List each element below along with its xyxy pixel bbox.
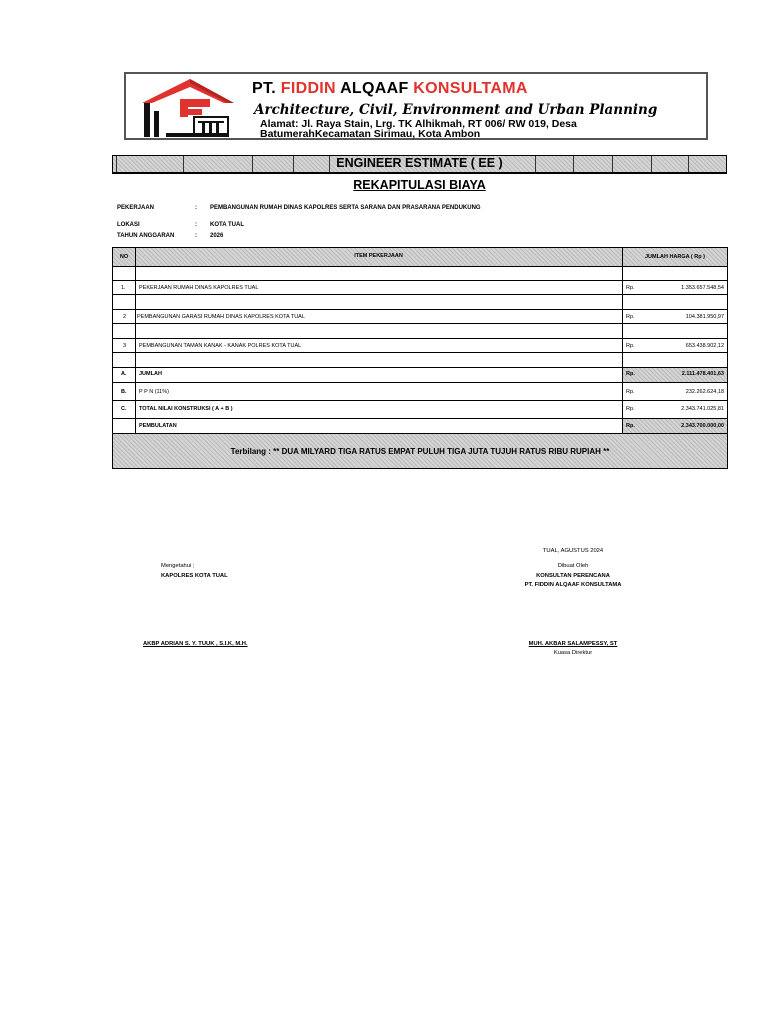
company-name: PT. FIDDIN ALQAAF KONSULTAMA [252,80,528,97]
header-harga: JUMLAH HARGA ( Rp ) [645,254,705,260]
summary-b-no: B. [121,389,127,395]
sign-right-role: KONSULTAN PERENCANA [536,573,610,579]
row-3-no: 3 [123,343,127,349]
summary-b-value: 232.262.624,18 [685,389,724,395]
row-1-no: 1. [121,285,126,291]
pembulatan-value: 2.343.700.000,00 [681,423,724,429]
sign-left-name: AKBP ADRIAN S. Y. TUUK , S.I.K, M.H. [143,641,248,647]
sign-right-company: PT. FIDDIN ALQAAF KONSULTAMA [524,582,622,588]
row-1-value: 1.353.657.548,54 [681,285,724,291]
summary-b-item: P P N (11%) [139,389,169,395]
summary-b-cur: Rp. [626,389,635,395]
tahun-sep: : [195,233,197,239]
document-subtitle: REKAPITULASI BIAYA [353,178,486,192]
summary-a-item: JUMLAH [139,371,162,377]
pekerjaan-sep: : [195,205,197,211]
row-2-item: PEMBANGUNAN GARASI RUMAH DINAS KAPOLRES KOTA TUAL [137,314,305,320]
summary-c-item: TOTAL NILAI KONSTRUKSI ( A + B ) [139,406,233,412]
company-tagline: Architecture, Civil, Environment and Urban Planning [254,102,658,118]
tahun-label: TAHUN ANGGARAN [117,233,175,239]
sign-right-date: TUAL, AGUSTUS 2024 [542,548,604,554]
pekerjaan-label: PEKERJAAN [117,205,155,211]
row-1-cur: Rp. [626,285,635,291]
row-2-cur: Rp. [626,314,635,320]
pekerjaan-value: PEMBANGUNAN RUMAH DINAS KAPOLRES SERTA SARANA DAN PRASARANA PENDUKUNG [210,205,481,211]
company-address: Alamat: Jl. Raya Stain, Lrg. TK Alhikmah, RT 006/ RW 019, Desa BatumerahKecamatan Sirimau, Kota Ambon [260,118,577,140]
row-3-item: PEMBANGUNAN TAMAN KANAK - KANAK POLRES KOTA TUAL [139,343,302,349]
sign-right-label: Dibuat Oleh [557,563,589,569]
header-no: NO [119,254,129,260]
lokasi-label: LOKASI [117,222,140,228]
row-1-item: PEKERJAAN RUMAH DINAS KAPOLRES TUAL [139,285,259,291]
terbilang-text: Terbilang : ** DUA MILYARD TIGA RATUS EMPAT PULUH TIGA JUTA TUJUH RATUS RIBU RUPIAH ** [230,447,610,456]
letterhead [124,72,708,140]
pembulatan-cur: Rp. [626,423,635,429]
row-2-value: 104.381.950,97 [685,314,724,320]
cost-table [112,247,728,469]
summary-a-cur: Rp. [626,371,635,377]
tahun-value: 2026 [210,233,224,239]
sign-left-label: Mengetahui ; [161,563,195,569]
document-title: ENGINEER ESTIMATE ( EE ) [336,156,503,170]
title-divider [112,173,727,174]
company-logo-icon [136,77,234,137]
summary-c-value: 2.343.741.025,81 [681,406,724,412]
lokasi-value: KOTA TUAL [210,222,244,228]
lokasi-sep: : [195,222,197,228]
sign-right-name: MUH. AKBAR SALAMPESSY, ST [528,641,618,647]
summary-a-value: 2.111.478.401,63 [681,371,724,377]
row-2-no: 2 [123,314,127,320]
row-3-value: 653.438.902,12 [685,343,724,349]
summary-c-cur: Rp. [626,406,635,412]
sign-left-role: KAPOLRES KOTA TUAL [161,573,228,579]
pembulatan-item: PEMBULATAN [139,423,177,429]
header-item: ITEM PEKERJAAN [354,253,403,259]
summary-c-no: C. [121,406,127,412]
row-3-cur: Rp. [626,343,635,349]
sign-right-title: Kuasa Direktur [553,650,593,656]
summary-a-no: A. [121,371,127,377]
